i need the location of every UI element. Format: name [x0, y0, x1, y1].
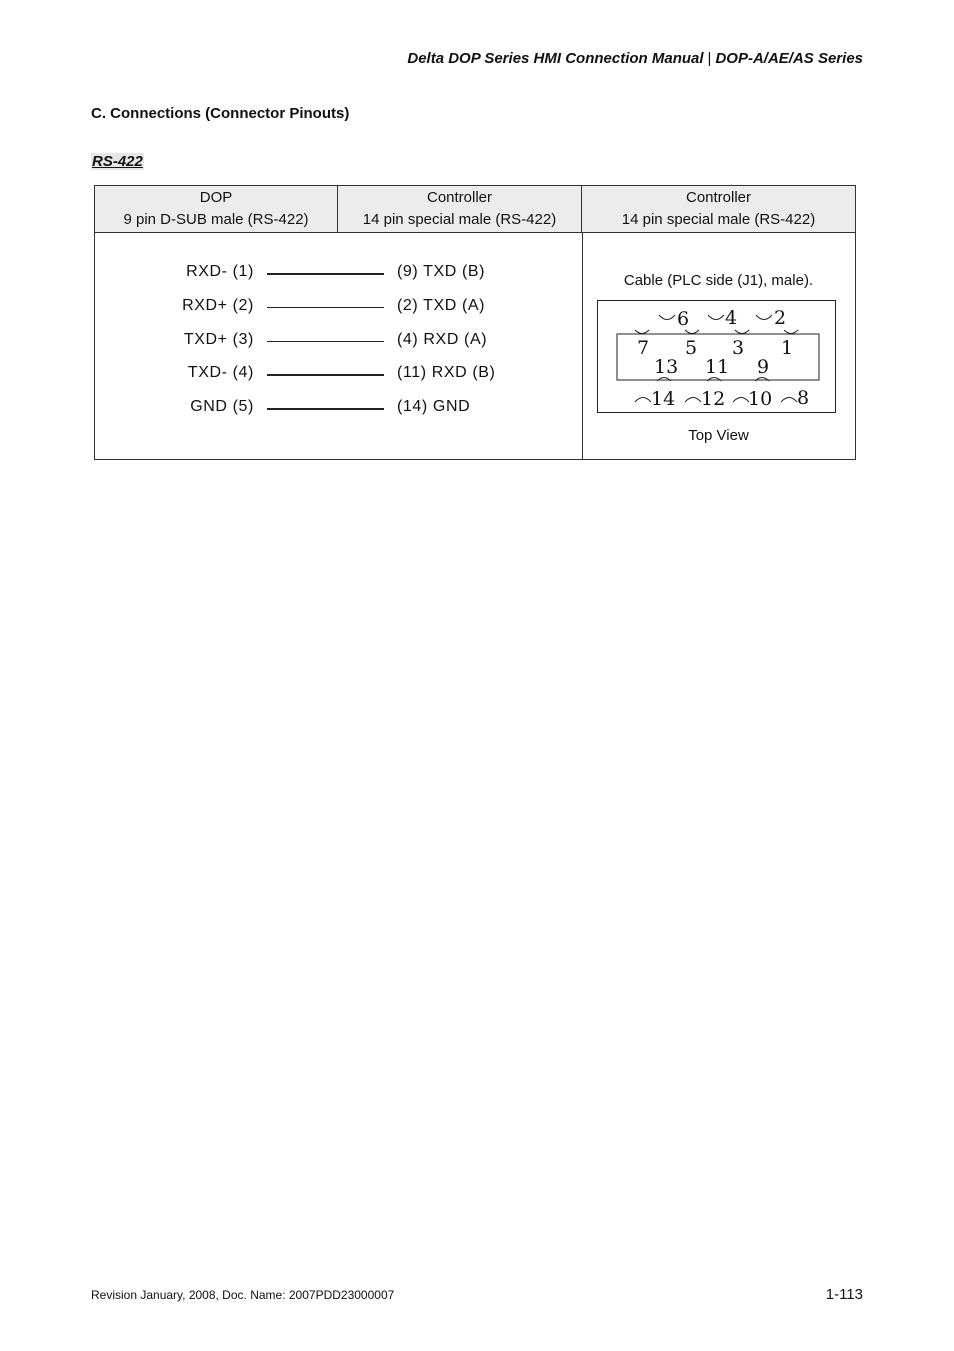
connection-row: [95, 398, 582, 422]
connector-diagram: [597, 300, 837, 416]
pin-number: 13: [654, 356, 679, 378]
header-line1: Controller: [426, 189, 493, 206]
table-header-controller-view: [582, 186, 855, 233]
pin-number: 10: [748, 388, 773, 410]
pin-number: 5: [685, 337, 698, 359]
pin-number: 8: [797, 387, 810, 409]
header-line2: 14 pin special male (RS-422): [621, 211, 816, 228]
pin-arc-icon: [659, 315, 675, 320]
connection-row: [95, 364, 582, 388]
manual-header: [407, 50, 863, 67]
subsection-title: RS-422: [92, 153, 143, 170]
pin-tick-icon: [635, 330, 798, 334]
pinout-table: [94, 185, 856, 460]
dop-pin-label: TXD+ (3): [183, 331, 254, 348]
pin-arc-icon: [708, 315, 724, 320]
wire-line: [267, 307, 384, 308]
controller-pin-label: (4) RXD (A): [397, 331, 488, 348]
wire-line: [267, 341, 384, 342]
view-caption: Top View: [688, 427, 749, 444]
connection-row: [95, 331, 582, 355]
header-line2: 9 pin D-SUB male (RS-422): [123, 211, 309, 228]
pin-arc-icon: [733, 398, 749, 403]
header-separator: |: [707, 50, 712, 67]
pin-number: 14: [651, 388, 676, 410]
controller-pin-label: (2) TXD (A): [397, 297, 486, 314]
pin-number: 7: [637, 337, 650, 359]
pin-number: 9: [757, 356, 770, 378]
pin-arc-icon: [635, 398, 651, 403]
connection-row: [95, 297, 582, 321]
pin-arc-icon: [685, 398, 701, 403]
header-line1: DOP: [199, 189, 233, 206]
dop-pin-label: RXD+ (2): [182, 297, 254, 314]
table-header-controller: [338, 186, 582, 233]
pin-arc-icon: [781, 398, 797, 403]
revision-footer: Revision January, 2008, Doc. Name: 2007PDD23000007: [91, 1288, 395, 1302]
connection-row: [95, 263, 582, 287]
pin-number: 2: [774, 307, 787, 329]
dop-pin-label: RXD- (1): [186, 263, 254, 280]
header-line1: Controller: [685, 189, 752, 206]
pin-number: 11: [705, 356, 730, 378]
pin-arc-icon: [756, 315, 772, 320]
wire-line: [267, 374, 384, 376]
manual-title: Delta DOP Series HMI Connection Manual: [407, 50, 704, 67]
cable-caption: Cable (PLC side (J1), male).: [623, 272, 814, 289]
controller-pin-label: (9) TXD (B): [397, 263, 486, 280]
pin-number: 4: [725, 307, 738, 329]
dop-pin-label: GND (5): [190, 398, 254, 415]
section-heading: C. Connections (Connector Pinouts): [91, 105, 350, 122]
column-divider: [582, 233, 583, 459]
page-number: 1-113: [825, 1286, 863, 1303]
pin-number: 1: [781, 337, 794, 359]
wire-line: [267, 273, 384, 275]
series-title: DOP-A/AE/AS Series: [715, 50, 863, 67]
pin-number: 3: [732, 337, 745, 359]
pin-number: 12: [701, 388, 726, 410]
dop-pin-label: TXD- (4): [187, 364, 254, 381]
controller-pin-label: (11) RXD (B): [397, 364, 496, 381]
wire-line: [267, 408, 384, 410]
header-line2: 14 pin special male (RS-422): [362, 211, 557, 228]
controller-pin-label: (14) GND: [397, 398, 471, 415]
pin-number: 6: [677, 308, 690, 330]
table-header-dop: [95, 186, 338, 233]
